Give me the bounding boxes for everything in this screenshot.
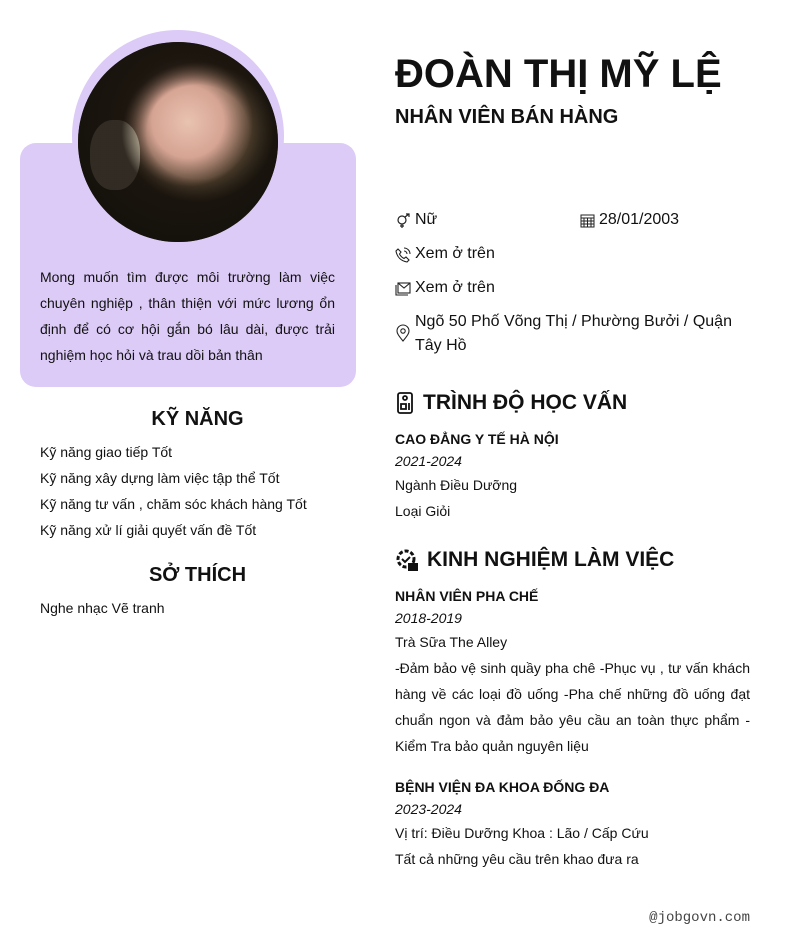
education-entry <box>395 428 750 524</box>
location-icon <box>395 324 411 342</box>
avatar <box>78 42 278 242</box>
experience-heading: KINH NGHIỆM LÀM VIỆC <box>395 548 674 572</box>
skill-item: Kỹ năng giao tiếp Tốt <box>40 444 173 460</box>
email-row: Xem ở trên <box>395 276 495 300</box>
hobbies-text: Nghe nhạc Vẽ tranh <box>40 600 165 616</box>
skill-item: Kỹ năng xây dựng làm việc tập thể Tốt <box>40 470 280 486</box>
phone-icon <box>395 247 411 263</box>
skill-item: Kỹ năng xử lí giải quyết vấn đề Tốt <box>40 522 257 538</box>
phone-row: Xem ở trên <box>395 242 495 266</box>
full-name: ĐOÀN THỊ MỸ LỆ <box>395 52 722 96</box>
gender-row: Nữ <box>395 208 437 232</box>
certificate-icon <box>395 391 415 415</box>
experience-entry: NHÂN VIÊN PHA CHẾ 2018-2019 Trà Sữa The Alley -Đảm bảo vệ sinh quầy pha chê -Phục vụ , tư vấn khách hàng về các loại đồ uống -Pha chế những đồ uống đạt chuẩn ngon và đảm bảo yêu cầu an toàn thực phẩm -Kiểm Tra bảo quản nguyên liệu <box>395 588 750 754</box>
skill-item: Kỹ năng tư vấn , chăm sóc khách hàng Tốt <box>40 496 307 512</box>
gear-briefcase-icon <box>395 548 419 572</box>
watermark: @jobgovn.com <box>649 910 750 926</box>
hobbies-heading: SỞ THÍCH <box>148 564 247 586</box>
job-title: NHÂN VIÊN BÁN HÀNG <box>395 106 619 128</box>
education-years: 2021-2024 <box>395 453 462 469</box>
school-name: CAO ĐẲNG Y TẾ HÀ NỘI <box>395 431 559 447</box>
gender-icon <box>395 213 411 229</box>
calendar-icon <box>580 213 595 228</box>
education-grade: Loại Giỏi <box>395 503 451 519</box>
education-major: Ngành Điều Dưỡng <box>395 477 518 493</box>
skills-list <box>40 439 307 543</box>
dob-row: 28/01/2003 <box>580 208 679 232</box>
career-objective: Mong muốn tìm được môi trường làm việc chuyên nghiệp , thân thiện với mức lương ổn định để có cơ hội gắn bó lâu dài, được trải nghiệm học hỏi và trau dồi bản thân <box>40 269 335 363</box>
address-row: Ngõ 50 Phố Võng Thị / Phường Bưởi / Quận Tây Hồ <box>395 310 755 358</box>
education-heading: TRÌNH ĐỘ HỌC VẤN <box>395 391 627 415</box>
experience-entry: BỆNH VIỆN ĐA KHOA ĐỐNG ĐA 2023-2024 Vị trí: Điều Dưỡng Khoa : Lão / Cấp Cứu Tất cả những yêu cầu trên khao đưa ra <box>395 779 649 867</box>
email-icon <box>395 281 411 296</box>
skills-heading: KỸ NĂNG <box>151 408 244 430</box>
